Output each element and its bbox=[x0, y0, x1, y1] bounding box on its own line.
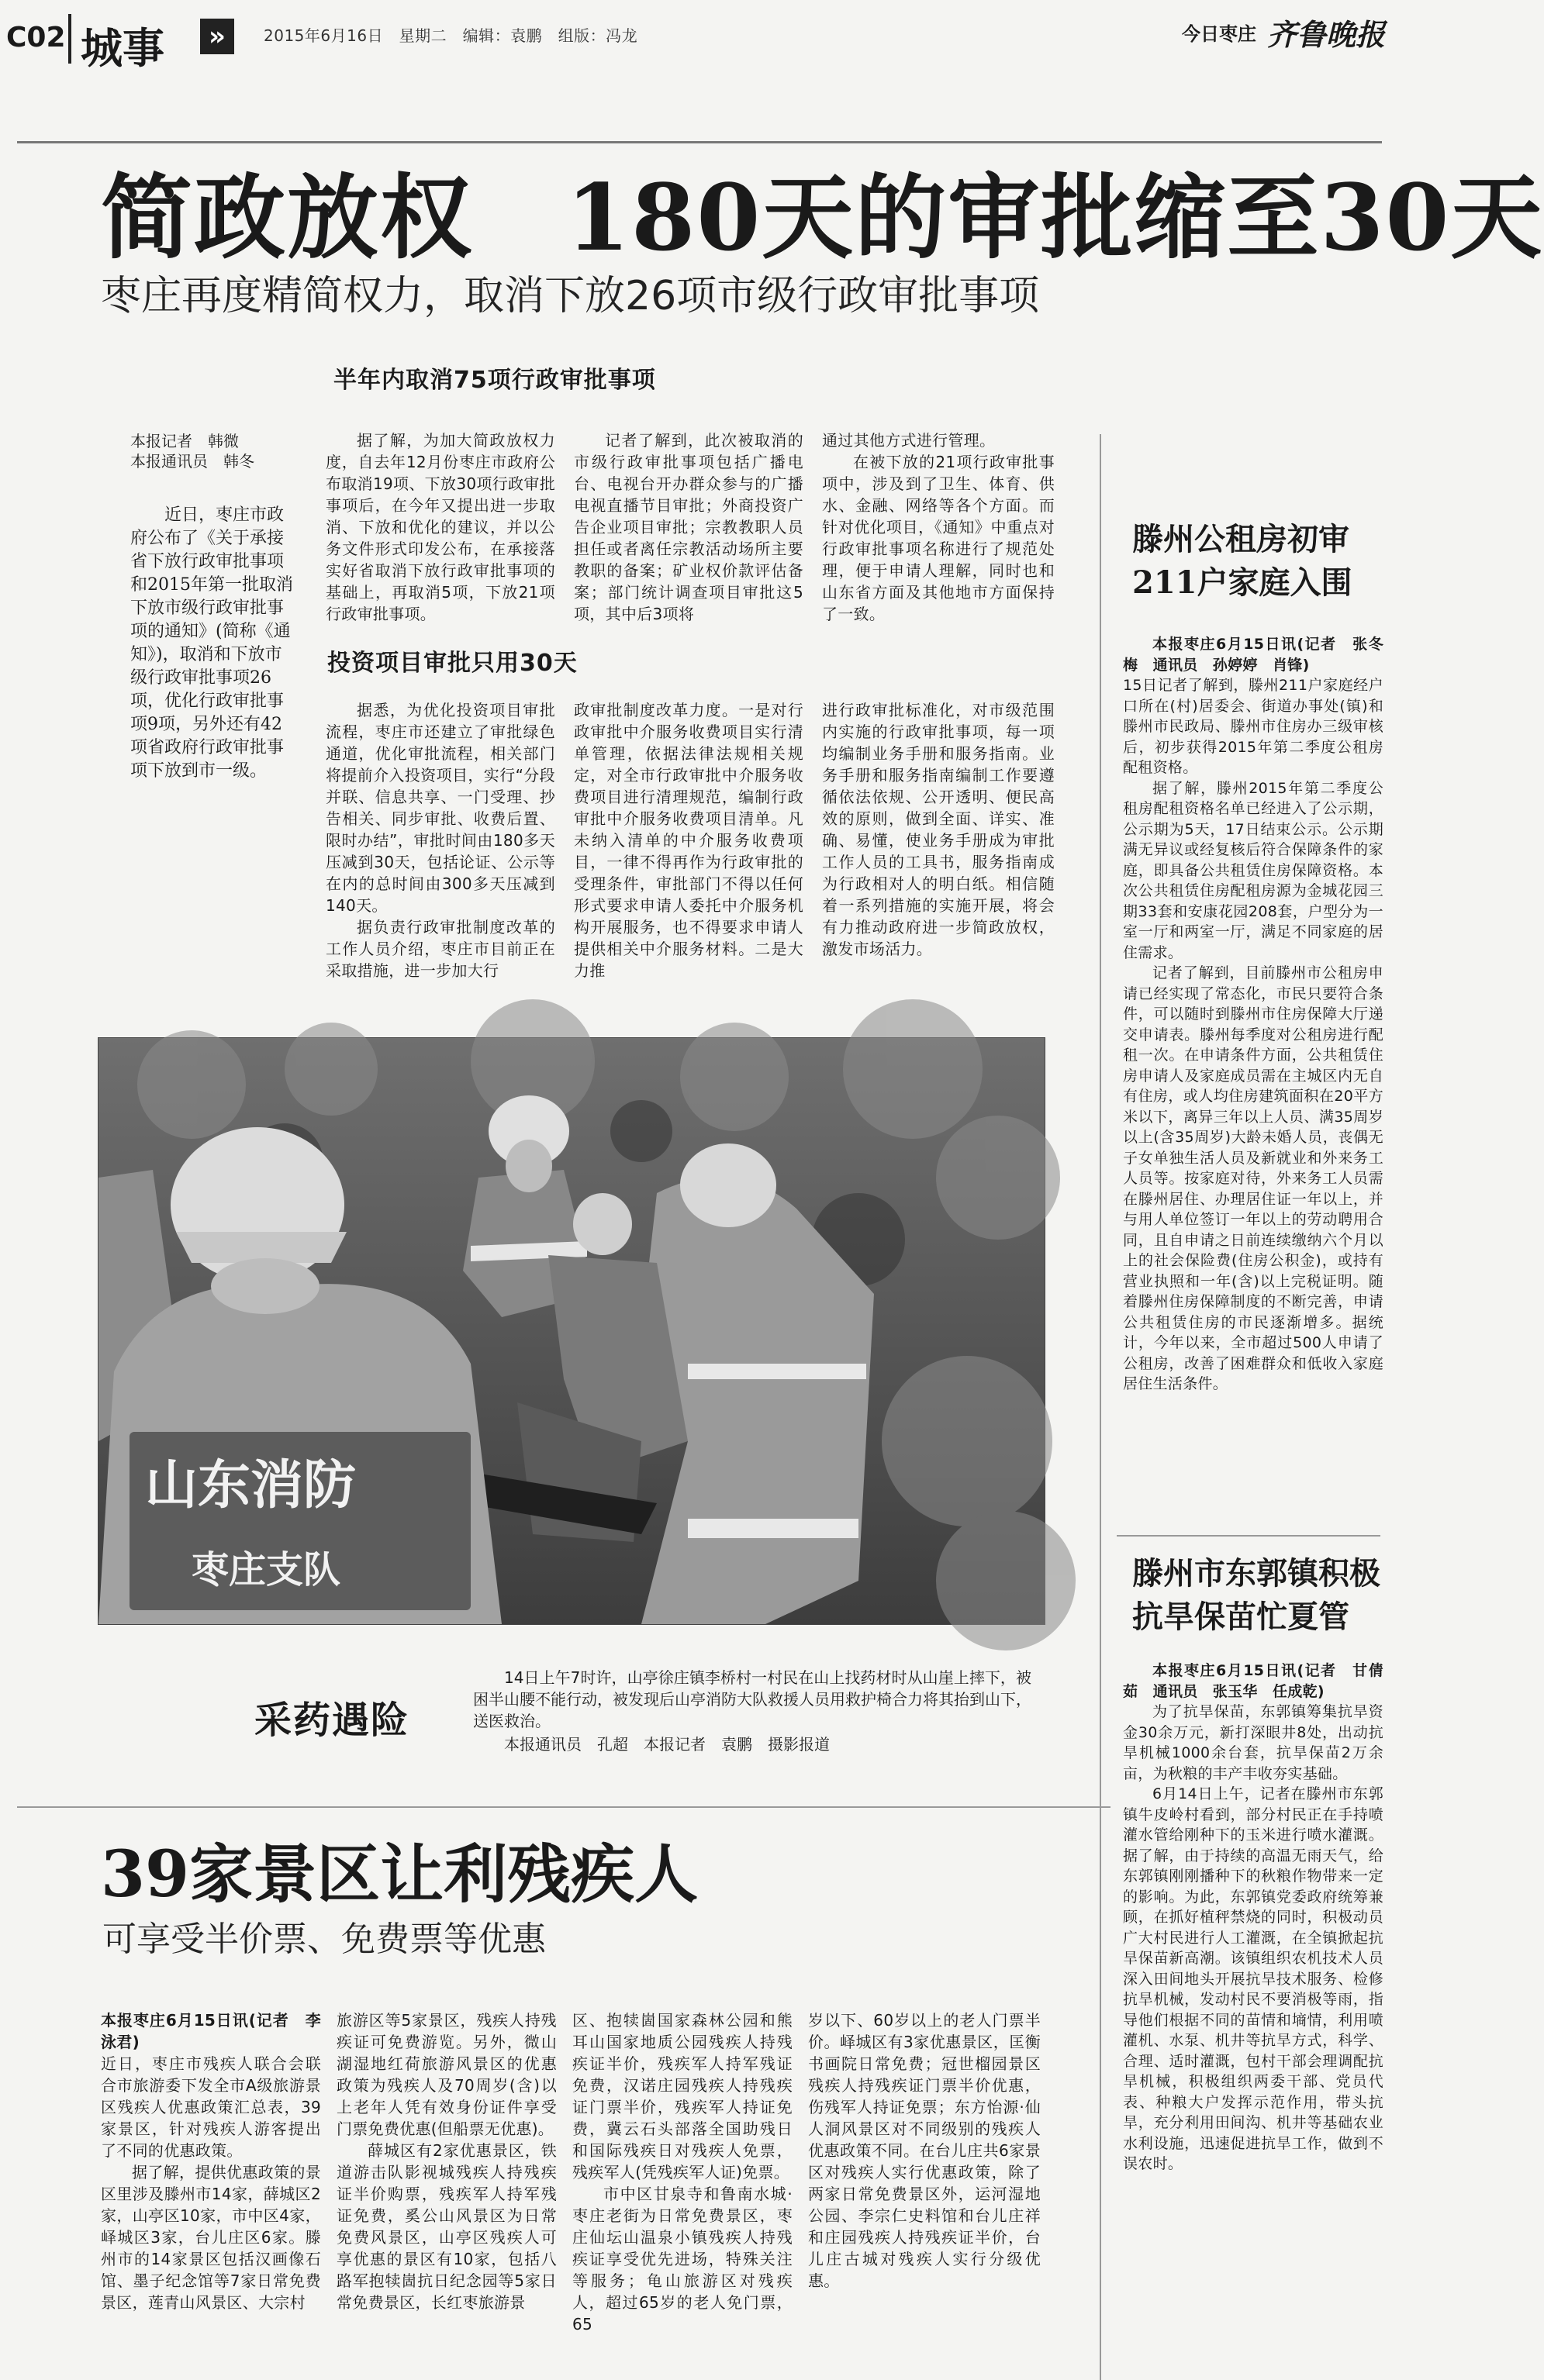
article-paragraph: 据悉，为优化投资项目审批流程，枣庄市还建立了审批绿色通道，优化审批流程，相关部门将提前介入投资项目，实行“分段并联、信息共享、一门受理、抄告相关、同步审批、收费后置、限时办结”，审批时间由180多天压减到30天，包括论证、公示等在内的总时间由300多天压减到140天。 bbox=[326, 701, 555, 915]
bottom-paragraph: 区、抱犊崮国家森林公园和熊耳山国家地质公园残疾人持残疾证半价，残疾军人持军残证免费，汉诺庄园残疾人持残疾证门票半价，残疾军人持证免费，冀云石头部落全国助残日和国际残疾日对残疾人免票，残疾军人(凭残疾军人证)免票。 bbox=[572, 2011, 793, 2182]
bottom-paragraph: 旅游区等5家景区，残疾人持残疾证可免费游览。另外，微山湖湿地红荷旅游风景区的优惠政策为残疾人及70周岁(含)以上老年人凭有效身份证件享受门票免费优惠(但船票无优惠)。 bbox=[337, 2011, 557, 2138]
sidebar-byline: 本报枣庄6月15日讯(记者 张冬梅 通讯员 孙婷婷 肖锋) bbox=[1123, 636, 1383, 674]
lead-paragraph bbox=[130, 504, 295, 783]
article-paragraph: 通过其他方式进行管理。 bbox=[822, 431, 996, 450]
article-paragraph: 政审批制度改革力度。一是对行政审批中介服务收费项目实行清单管理，依据法律法规相关规定，对全市行政审批中介服务收费项目进行清理规范，编制行政审批中介服务收费项目清单。凡未纳入清单的中介服务收费项目，一律不得再作为行政审批的受理条件，审批部门不得以任何形式要求申请人委托中介服务机构开展服务，也不得要求申请人提供相关中介服务材料。二是大力推 bbox=[574, 701, 803, 980]
second-subhead: 可享受半价票、免费票等优惠 bbox=[102, 1920, 546, 1959]
chevron-right-icon: » bbox=[200, 19, 234, 54]
page-number: C02 bbox=[6, 22, 66, 53]
article-column-2b bbox=[574, 699, 803, 981]
bottom-paragraph: 近日，枣庄市残疾人联合会联合市旅游委下发全市A级旅游景区残疾人优惠政策汇总表，39家景区，针对残疾人游客提出了不同的优惠政策。 bbox=[101, 2054, 321, 2160]
bottom-byline: 本报枣庄6月15日讯(记者 李泳君) bbox=[101, 2011, 321, 2051]
sidebar-article-1 bbox=[1123, 634, 1383, 1395]
article-paragraph: 据了解，为加大简政放权力度，自去年12月份枣庄市政府公布取消19项、下放30项行政审批事项后，在今年又提出进一步取消、下放和优化的建议，并以公务文件形式印发公布，在承接落实好省取消下放行政审批事项的基础上，再取消5项，下放21项行政审批事项。 bbox=[326, 431, 555, 623]
column-divider bbox=[1100, 434, 1101, 2380]
article-column-3a bbox=[822, 429, 1055, 625]
bottom-column-1 bbox=[101, 2009, 321, 2313]
sidebar-paragraph: 为了抗旱保苗，东郭镇筹集抗旱资金30余万元，新打深眼井8处，出动抗旱机械1000余台套，抗旱保苗2万余亩，为秋粮的丰产丰收夯实基础。 bbox=[1123, 1703, 1383, 1782]
bottom-column-4 bbox=[808, 2009, 1041, 2292]
article-column-3b bbox=[822, 699, 1055, 960]
vest-label-line2: 枣庄支队 bbox=[192, 1548, 341, 1592]
sidebar-headline-1: 滕州公租房初审211户家庭入围 bbox=[1132, 521, 1352, 601]
story-separator bbox=[17, 1806, 1111, 1808]
edition-label: 今日枣庄 bbox=[1182, 23, 1256, 45]
article-column-2a bbox=[574, 429, 803, 625]
header-divider bbox=[68, 14, 71, 64]
sidebar-article-2 bbox=[1123, 1661, 1383, 2175]
header-rule bbox=[17, 141, 1382, 143]
newspaper-logo: 齐鲁晚报 bbox=[1267, 17, 1386, 52]
main-headline: 简政放权 180天的审批缩至30天 bbox=[101, 164, 1544, 271]
section-heading-2: 投资项目审批只用30天 bbox=[327, 650, 578, 677]
photo-credit: 本报通讯员 孔超 本报记者 袁鹏 摄影报道 bbox=[504, 1735, 830, 1754]
bottom-column-3 bbox=[572, 2009, 793, 2335]
bottom-paragraph: 岁以下、60岁以上的老人门票半价。峄城区有3家优惠景区，匡衡书画院日常免费；冠世榴园景区残疾人持残疾证门票半价优惠，伤残军人持证免票；东方怡源·仙人洞风景区对不同级别的残疾人优惠政策不同。在台儿庄共6家景区对残疾人实行优惠政策，除了两家日常免费景区外，运河湿地公园、李宗仁史料馆和台儿庄祥和庄园残疾人持残疾证半价，台儿庄古城对残疾人实行分级优惠。 bbox=[808, 2011, 1041, 2290]
sidebar-separator bbox=[1117, 1535, 1380, 1537]
main-byline bbox=[130, 431, 254, 471]
sidebar-byline: 本报枣庄6月15日讯(记者 甘倩茹 通讯员 张玉华 任成乾) bbox=[1123, 1662, 1383, 1700]
main-subhead: 枣庄再度精简权力，取消下放26项市级行政审批事项 bbox=[101, 273, 1040, 319]
sidebar-paragraph: 据了解，滕州2015年第二季度公租房配租资格名单已经进入了公示期，公示期为5天，17日结束公示。公示期满无异议或经复核后符合保障条件的家庭，即具备公共租赁住房保障资格。本次公共租赁住房配租房源为金城花园三期33套和安康花园208套，户型分为一室一厅和两室一厅，满足不同家庭的居住需求。 bbox=[1123, 779, 1383, 961]
sidebar-paragraph: 6月14日上午，记者在滕州市东郭镇牛皮岭村看到，部分村民正在手持喷灌水管给刚种下的玉米进行喷水灌溉。据了解，由于持续的高温无雨天气，给东郭镇刚刚播种下的秋粮作物带来一定的影响。为此，东郭镇党委政府统筹兼顾，在抓好植秤禁烧的同时，积极动员广大村民进行人工灌溉，在全镇掀起抗旱保苗新高潮。该镇组织农机技术人员深入田间地头开展抗旱技术服务、检修抗旱机械，发动村民不要消极等雨，指导他们根据不同的苗情和墒情，利用喷灌机、水泵、机井等抗旱方式，科学、合理、适时灌溉，包村干部会理调配抗旱机械，积极组织两委干部、党员代表、种粮大户发挥示范作用，带头抗旱，充分利用田间沟、机井等基础农业水利设施，迅速促进抗旱工作，做到不误农时。 bbox=[1123, 1785, 1383, 2172]
byline-reporter: 本报记者 韩微 bbox=[130, 432, 239, 450]
byline-correspondent: 本报通讯员 韩冬 bbox=[130, 452, 254, 471]
sidebar-paragraph: 记者了解到，目前滕州市公租房申请已经实现了常态化，市民只要符合条件，可以随时到滕州市住房保障大厅递交申请表。滕州每季度对公租房进行配租一次。在申请条件方面，公共租赁住房申请人及家庭成员需在主城区内无自有住房，或人均住房建筑面积在20平方米以下，离异三年以上人员、满35周岁以上(含35周岁)大龄未婚人员，丧偶无子女单独生活人员及新就业和外来务工人员等。按家庭对待，外来务工人员需在滕州居住、办理居住证一年以上，并与用人单位签订一年以上的劳动聘用合同，且自申请之日前连续缴纳六个月以上的社会保险费(住房公积金)，或持有营业执照和一年(含)以上完税证明。随着滕州住房保障制度的不断完善，申请公共租赁住房的市民逐渐增多。据统计，今年以来，全市超过500人申请了公租房，改善了困难群众和低收入家庭居住生活条件。 bbox=[1123, 964, 1383, 1392]
article-paragraph: 据负责行政审批制度改革的工作人员介绍，枣庄市目前正在采取措施，进一步加大行 bbox=[326, 918, 555, 980]
article-paragraph: 进行政审批标准化，对市级范围内实施的行政审批事项，每一项均编制业务手册和服务指南。业务手册和服务指南编制工作要遵循依法依规、公开透明、便民高效的原则，做到全面、详实、准确、易懂，使业务手册成为审批工作人员的工具书，服务指南成为行政相对人的明白纸。相信随着一系列措施的实施开展，将会有力推动政府进一步简政放权，激发市场活力。 bbox=[822, 701, 1055, 958]
rescue-scene-illustration bbox=[98, 1038, 1045, 1624]
bottom-paragraph: 薛城区有2家优惠景区，铁道游击队影视城残疾人持残疾证半价购票，残疾军人持军残证免费，奚公山风景区为日常免费风景区，山亭区残疾人可享优惠的景区有10家，包括八路军抱犊崮抗日纪念园等5家日常免费景区，长红枣旅游景 bbox=[337, 2141, 557, 2312]
issue-meta: 2015年6月16日 星期二 编辑：袁鹏 组版：冯龙 bbox=[264, 26, 638, 45]
bottom-paragraph: 市中区甘泉寺和鲁南水城·枣庄老街为日常免费景区，枣庄仙坛山温泉小镇残疾人持残疾证享受优先进场，特殊关注等服务；龟山旅游区对残疾人，超过65岁的老人免门票，65 bbox=[572, 2185, 793, 2333]
article-column-1a bbox=[326, 429, 555, 625]
section-title: 城事 bbox=[81, 23, 164, 73]
photo-caption-text: 14日上午7时许，山亭徐庄镇李桥村一村民在山上找药材时从山崖上摔下，被困半山腰不能行动，被发现后山亭消防大队救援人员用救护椅合力将其抬到山下，送医救治。 bbox=[473, 1668, 1031, 1730]
sidebar-paragraph: 15日记者了解到，滕州211户家庭经户口所在(村)居委会、街道办事处(镇)和滕州市民政局、滕州市住房办三级审核后，初步获得2015年第二季度公租房配租资格。 bbox=[1123, 677, 1383, 776]
article-paragraph: 记者了解到，此次被取消的市级行政审批事项包括广播电台、电视台开办群众参与的广播电视直播节目审批；外商投资广告企业项目审批；宗教教职人员担任或者离任宗教活动场所主要教职的备案；矿业权价款评估备案；部门统计调查项目审批这5项，其中后3项将 bbox=[574, 431, 803, 623]
vest-label-line1: 山东消防 bbox=[145, 1454, 357, 1516]
bottom-column-2 bbox=[337, 2009, 557, 2313]
article-paragraph: 在被下放的21项行政审批事项中，涉及到了卫生、体育、供水、金融、网络等各个方面。而针对优化项目，《通知》中重点对行政审批事项名称进行了规范处理，便于申请人理解，同时也和山东省方面及其他地市方面保持了一致。 bbox=[822, 453, 1055, 623]
article-column-1b bbox=[326, 699, 555, 981]
section-heading-1: 半年内取消75项行政审批事项 bbox=[333, 367, 656, 394]
photo-caption-title: 采药遇险 bbox=[254, 1699, 410, 1742]
sidebar-headline-2: 滕州市东郭镇积极抗旱保苗忙夏管 bbox=[1132, 1555, 1380, 1635]
lead-text: 近日，枣庄市政府公布了《关于承接省下放行政审批事项和2015年第一批取消下放市级行政审批事项的通知》(简称《通知》)，取消和下放市级行政审批事项26项，优化行政审批事项9项，另外还有42项省政府行政审批事项下放到市一级。 bbox=[130, 505, 293, 781]
second-headline: 39家景区让利残疾人 bbox=[101, 1837, 699, 1912]
bottom-paragraph: 据了解，提供优惠政策的景区里涉及滕州市14家，薛城区2家，山亭区10家，市中区4家，峄城区3家，台儿庄区6家。滕州市的14家景区包括汉画像石馆、墨子纪念馆等7家日常免费景区，莲青山风景区、大宗村 bbox=[101, 2163, 321, 2312]
news-photo bbox=[98, 1037, 1045, 1625]
